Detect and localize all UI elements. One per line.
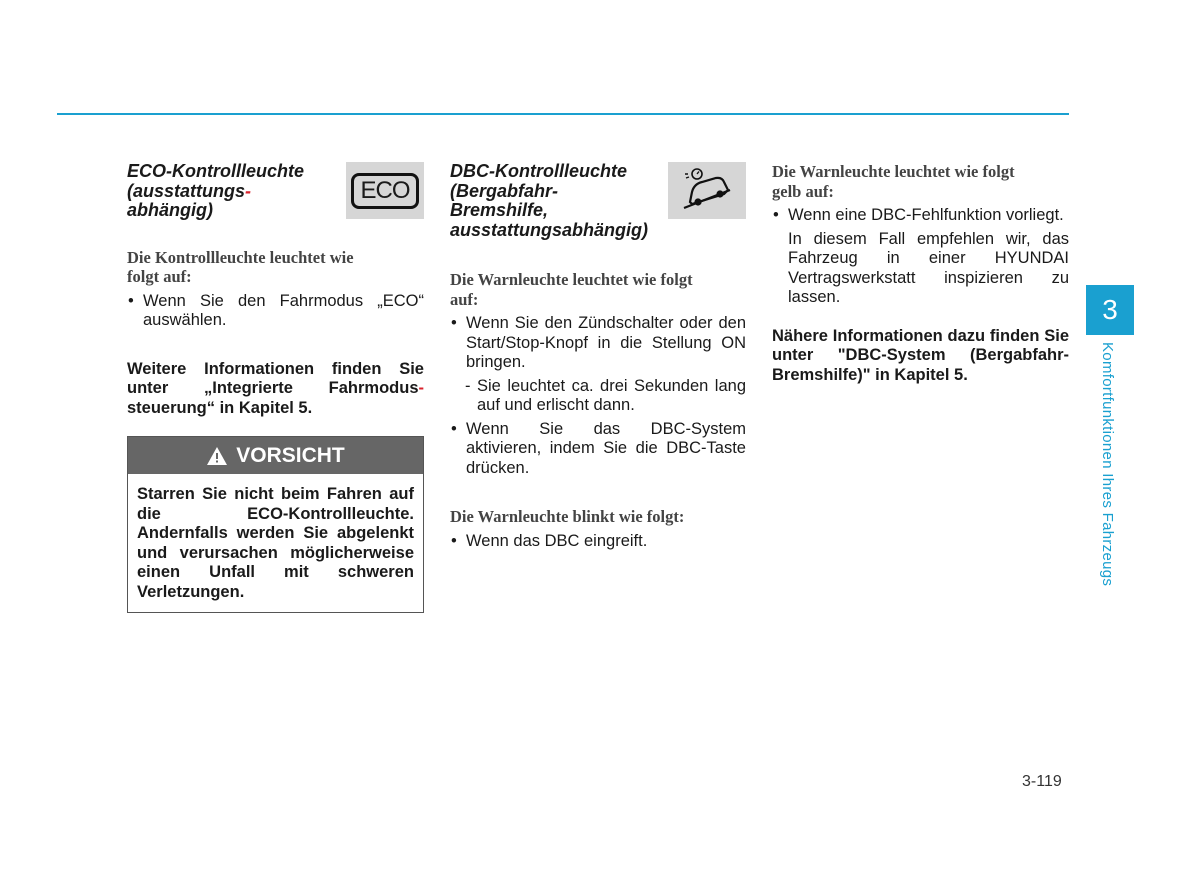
fault-subheading: Die Warnleuchte leuchtet wie folgt gelb auf:: [772, 162, 1015, 201]
list-item: • Wenn Sie den Zündschalter oder den Start/Stop-Knopf in die Stellung ON bringen.: [450, 314, 746, 373]
eco-icon-label: ECO: [351, 173, 418, 209]
dbc-subheading-blink: Die Warnleuchte blinkt wie folgt:: [450, 507, 685, 526]
header-rule: [57, 113, 1069, 115]
chapter-title: Komfortfunktionen Ihres Fahrzeugs: [1099, 342, 1116, 587]
fault-note: In diesem Fall empfehlen wir, das Fahrzeug in einer HYUNDAI Vertragswerkstatt inspizieren zu lassen.: [788, 229, 1069, 306]
list-item: • Wenn das DBC eingreift.: [450, 532, 746, 552]
eco-heading: [127, 162, 424, 221]
caution-body: Starren Sie nicht beim Fahren auf die ECO-Kontrollleuchte. Andernfalls werden Sie abgelenkt und verursachen möglicherweise einen Unfall mit schweren Verletzungen.: [137, 485, 414, 601]
fault-bullet-list: [772, 206, 1069, 226]
list-item: • Wenn Sie den Fahrmodus „ECO“ auswählen.: [127, 292, 424, 331]
dbc-title: DBC-Kontrollleuchte (Bergabfahr- Bremshilfe, ausstattungsabhängig): [450, 161, 649, 240]
eco-subheading: Die Kontrollleuchte leuchtet wie folgt auf:: [127, 247, 354, 286]
caution-box: [127, 436, 424, 613]
dbc-subheading-on: Die Warnleuchte leuchtet wie folgt auf:: [450, 270, 693, 309]
dbc-bullet-list-3: [450, 532, 746, 552]
column-dbc: [450, 162, 746, 551]
caution-header: [128, 437, 423, 474]
list-item: • Wenn Sie das DBC-System aktivieren, indem Sie die DBC-Taste drücken.: [450, 420, 746, 479]
caution-title: VORSICHT: [236, 443, 345, 467]
page-number: 3-119: [1022, 773, 1062, 790]
fault-info-text: Nähere Informationen dazu finden Sie unter "DBC-System (Bergabfahr- Bremshilfe)" in Kapitel 5.: [772, 326, 1069, 384]
column-dbc-fault: [772, 162, 1069, 385]
dbc-heading: [450, 162, 746, 240]
dbc-indicator-icon: [668, 162, 746, 219]
eco-title: ECO-Kontrollleuchte (ausstattungs- abhängig): [127, 161, 305, 220]
dbc-dash-item: - Sie leuchtet ca. drei Sekunden lang auf und erlischt dann.: [465, 377, 746, 416]
list-item: • Wenn eine DBC-Fehlfunktion vorliegt.: [772, 206, 1069, 226]
dbc-bullet-list-2: [450, 420, 746, 479]
chapter-tab: 3: [1086, 285, 1134, 335]
eco-indicator-icon: [346, 162, 424, 219]
dbc-bullet-list: [450, 314, 746, 373]
column-eco: [127, 162, 424, 613]
eco-bullet-list: [127, 292, 424, 331]
warning-triangle-icon: [206, 446, 228, 466]
eco-info-text: Weitere Informationen finden Sie unter „Integrierte Fahrmodus- steuerung“ in Kapitel 5.: [127, 359, 424, 417]
downhill-car-icon: [672, 164, 742, 218]
